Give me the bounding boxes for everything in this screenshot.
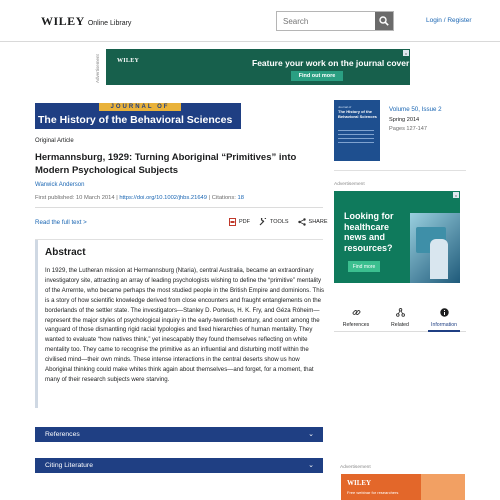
read-full-text-link[interactable] bbox=[35, 219, 87, 226]
journal-banner[interactable] bbox=[35, 103, 241, 129]
issue-volume-link[interactable]: Volume 50, Issue 2 bbox=[389, 106, 442, 113]
ad-brand: WILEY bbox=[117, 58, 140, 64]
abstract-section bbox=[35, 239, 323, 407]
sidebar-tabs bbox=[334, 306, 466, 332]
references-accordion[interactable] bbox=[35, 427, 323, 442]
sidebar-ad-find-more-button[interactable]: Find more bbox=[348, 261, 380, 272]
chevron-down-icon: ⌄ bbox=[308, 462, 314, 469]
pdf-icon bbox=[229, 218, 236, 226]
ad-label: Advertisement bbox=[340, 465, 371, 470]
article-type: Original Article bbox=[35, 138, 74, 144]
pdf-label: PDF bbox=[239, 219, 250, 225]
citations-label: Citations: bbox=[211, 195, 238, 201]
sidebar-ad-text: Looking for healthcare news and resources? bbox=[344, 211, 394, 253]
search-icon bbox=[379, 16, 389, 26]
citing-literature-label: Citing Literature bbox=[45, 462, 93, 469]
search-input[interactable] bbox=[277, 12, 375, 30]
abstract-accent-bar bbox=[35, 240, 38, 408]
site-header bbox=[0, 0, 500, 42]
search-button[interactable] bbox=[375, 12, 393, 30]
references-label: References bbox=[45, 431, 80, 438]
author-link[interactable]: Warwick Anderson bbox=[35, 182, 85, 188]
tools-label: TOOLS bbox=[270, 219, 289, 225]
tools-button[interactable] bbox=[259, 218, 289, 226]
sidebar-ad-bottom[interactable] bbox=[341, 474, 465, 500]
journal-banner-title: The History of the Behavioral Sciences bbox=[38, 114, 233, 126]
search-box bbox=[276, 11, 394, 31]
citing-literature-accordion[interactable] bbox=[35, 458, 323, 473]
journal-banner-top: JOURNAL OF bbox=[99, 103, 181, 111]
wrench-icon bbox=[259, 218, 267, 226]
pubinfo-separator: | bbox=[207, 195, 212, 201]
cover-line bbox=[338, 134, 374, 135]
cover-small-text: Journal of bbox=[338, 105, 352, 109]
citations-count[interactable]: 18 bbox=[237, 195, 244, 201]
logo-suffix: Online Library bbox=[87, 20, 132, 27]
tab-information[interactable] bbox=[422, 306, 466, 331]
abstract-text: In 1929, the Lutheran mission at Hermannsburg (Ntaria), central Australia, became an extraordinary investigatory site, attracting an array of leading psychologists wishing to define the “primitive” mentality of the Arrernte, who became perhaps the most studied people in the British Empire and dominions. This is a story of how scientific knowledge derived from close encounters and fraught entanglements on the borderlands of the settler state. The investigators—Stanley D. Porteus, H. K. Fry, and Géza Róheim—represent the major styles of psychological inquiry in the early-twentieth century, and count among the vanguard of those dismantling rigid racial typologies and fixed hierarchies of human mentality. They wanted to evaluate “how natives think,” yet inescapably they found themselves reflecting on white mentality too. They came to recognise the primitive as an influential and disturbing motif within the civilised mind—their own minds. These intense interactions in the central deserts show us how Aboriginal thinking could make whites think again about themselves—and forget, for a moment, that many of their research subjects were starving. bbox=[45, 267, 324, 383]
tab-information-label: Information bbox=[431, 322, 457, 328]
divider bbox=[334, 170, 466, 171]
ad-close-icon[interactable]: x bbox=[455, 192, 457, 198]
issue-season: Spring 2014 bbox=[389, 117, 420, 123]
divider bbox=[35, 207, 323, 208]
journal-cover-image[interactable] bbox=[334, 100, 380, 161]
info-icon bbox=[440, 308, 449, 317]
ad-text: Free webinar for researchers bbox=[347, 490, 399, 495]
share-icon bbox=[298, 218, 306, 226]
pdf-button[interactable] bbox=[229, 218, 250, 226]
abstract-heading: Abstract bbox=[45, 247, 86, 258]
article-tools bbox=[229, 218, 328, 226]
ad-close-icon[interactable]: x bbox=[405, 50, 407, 56]
logo-brand: WILEY bbox=[41, 14, 85, 28]
publication-info bbox=[35, 195, 244, 201]
wiley-logo[interactable] bbox=[41, 14, 131, 29]
link-icon bbox=[352, 308, 361, 317]
doi-link[interactable]: https://doi.org/10.1002/jhbs.21649 bbox=[119, 195, 207, 201]
first-published: First published: 10 March 2014 bbox=[35, 195, 115, 201]
sidebar-ad[interactable] bbox=[334, 191, 460, 283]
tab-related-label: Related bbox=[391, 322, 409, 328]
ad-photo-person bbox=[430, 239, 448, 279]
tab-references[interactable] bbox=[334, 306, 378, 331]
tab-related[interactable] bbox=[378, 306, 422, 331]
ad-label: Advertisement bbox=[334, 182, 365, 187]
related-icon bbox=[396, 308, 405, 317]
share-label: SHARE bbox=[308, 219, 328, 225]
tab-references-label: References bbox=[342, 322, 370, 328]
issue-pages: Pages 127-147 bbox=[389, 126, 427, 132]
ad-brand: WILEY bbox=[347, 479, 372, 487]
top-ad-banner[interactable] bbox=[106, 49, 410, 85]
cover-title: The History of the Behavioral Sciences bbox=[338, 109, 377, 119]
read-full-text-label: Read the full text bbox=[35, 219, 82, 226]
article-title: Hermannsburg, 1929: Turning Aboriginal “Primitives” into Modern Psychological Subjects bbox=[35, 152, 297, 176]
ad-find-out-more-button[interactable]: Find out more bbox=[291, 71, 343, 81]
cover-line bbox=[338, 138, 374, 139]
cover-line bbox=[338, 130, 374, 131]
pubinfo-separator: | bbox=[114, 195, 120, 201]
chevron-right-icon: > bbox=[83, 219, 87, 226]
ad-label: Advertisement bbox=[95, 54, 100, 83]
cover-line bbox=[338, 142, 374, 143]
ad-headline: Feature your work on the journal cover bbox=[252, 58, 410, 68]
chevron-down-icon: ⌄ bbox=[308, 431, 314, 438]
ad-photo bbox=[421, 474, 465, 500]
login-register-link[interactable]: Login / Register bbox=[426, 17, 472, 24]
share-button[interactable] bbox=[298, 218, 328, 226]
